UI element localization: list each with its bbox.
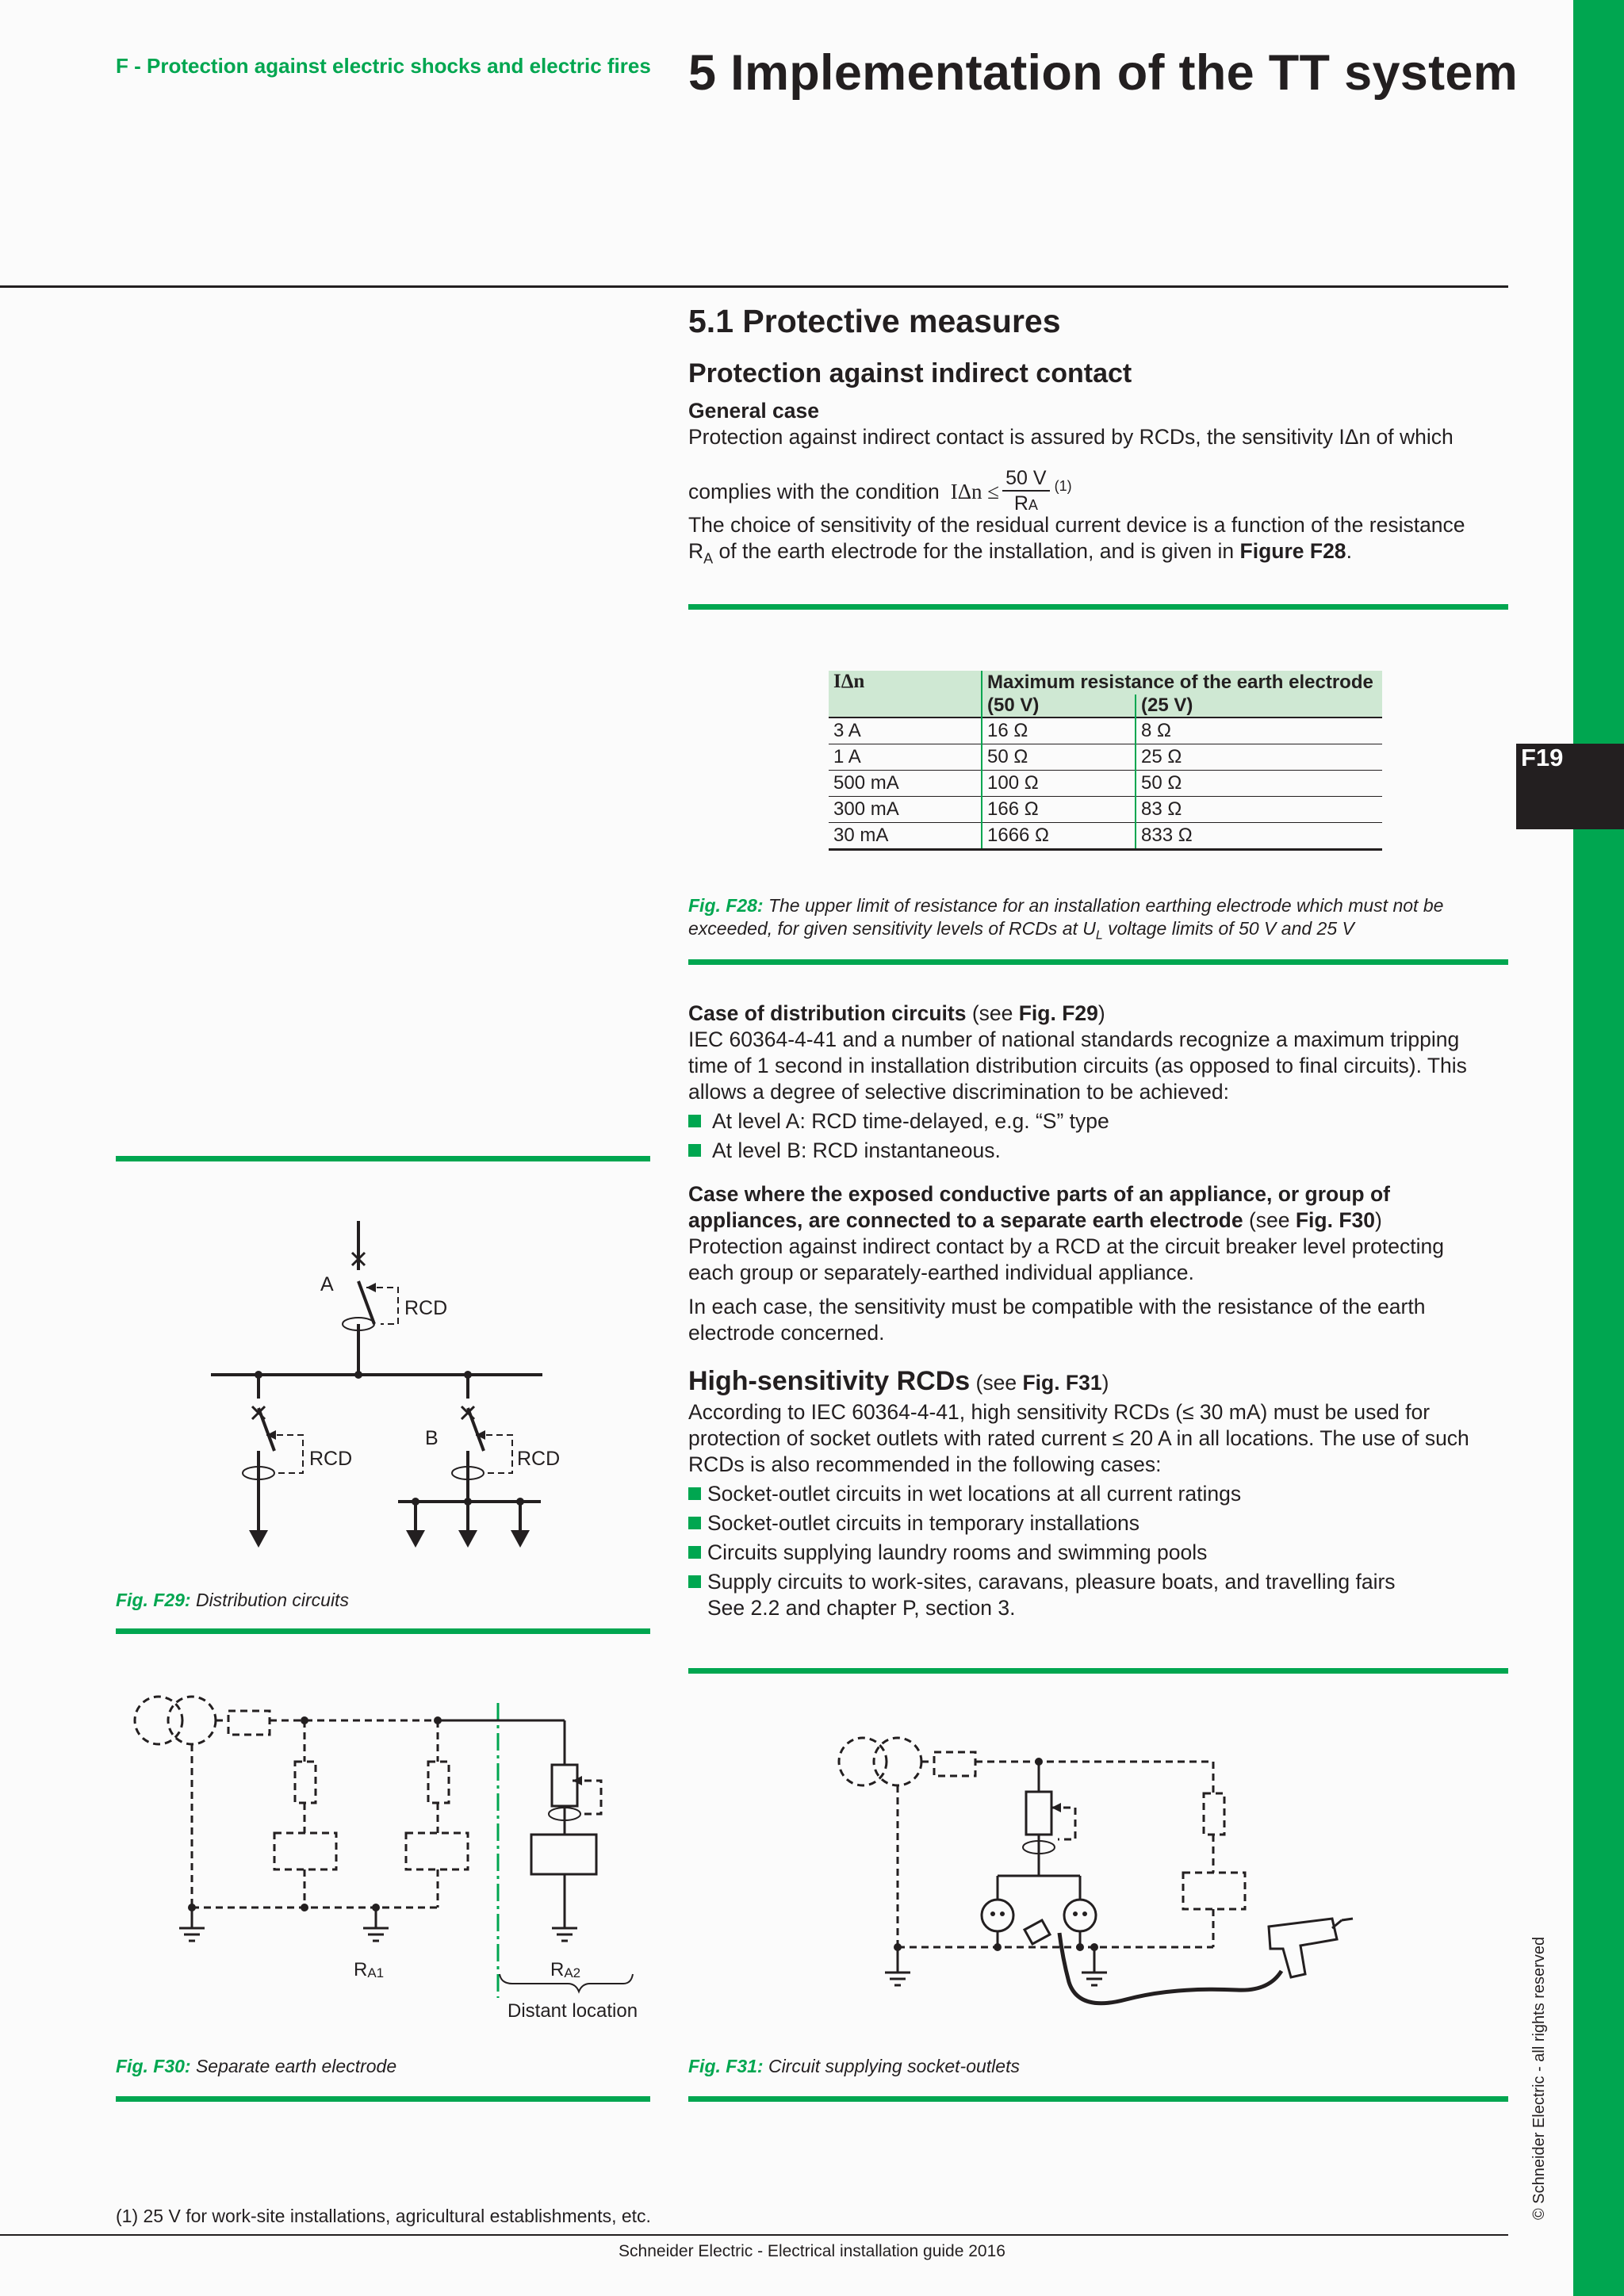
col-header-idn: IΔn (829, 671, 982, 718)
choice-text: The choice of sensitivity of the residual current device is a function of the resistance $R_A$ of the earth electrode for the installation, and is given in Figure F28. (688, 513, 1465, 567)
bullet-icon (688, 1115, 701, 1127)
rcd-label: RCD (517, 1448, 561, 1470)
section-title: 5.1 Protective measures (688, 303, 1061, 339)
formula-fraction (1002, 466, 1049, 517)
section-subtitle: Protection against indirect contact (688, 358, 1132, 388)
general-case-block (688, 398, 1513, 450)
table-cell: 3 A (829, 718, 982, 744)
condition-line (688, 466, 1072, 517)
table-row (829, 771, 1382, 797)
fig-f30-caption: Fig. F30: Separate earth electrode (116, 2056, 397, 2076)
table-cell: 30 mA (829, 823, 982, 850)
list-item: Supply circuits to work-sites, caravans, pleasure boats, and travelling fairs (688, 1569, 1513, 1595)
table-cell: 16 Ω (982, 718, 1136, 744)
list-item: At level A: RCD time-delayed, e.g. “S” type (688, 1108, 1513, 1135)
distribution-section: Case of distribution circuits (see Fig. F29) IEC 60364-4-41 and a number of national standards recognize a maximum tripping time of 1 second in installation distribution circuits (as opposed to final circuits). This allows a degree of selective discrimination to be achieved: At level A: RCD time-delayed, e.g. “S” type At level B: RCD instantaneous. (688, 1001, 1513, 1164)
table-cell: 166 Ω (982, 797, 1136, 823)
fig-f29-caption: Fig. F29: Distribution circuits (116, 1590, 349, 1610)
table-cell: 83 Ω (1141, 798, 1182, 820)
sidebar-band (1573, 0, 1624, 2296)
table-row (829, 797, 1382, 823)
table-f28 (829, 671, 1382, 851)
sub-header-50v: (50 V) (982, 695, 1136, 718)
footer-rule (0, 2234, 1508, 2236)
table-row (829, 718, 1382, 744)
table-cell: 300 mA (829, 797, 982, 823)
distribution-heading: Case of distribution circuits (688, 1001, 967, 1025)
fig-f29-diagram (116, 1205, 650, 1562)
table-cell: 1666 Ω (982, 823, 1136, 850)
table-cell: 100 Ω (982, 771, 1136, 797)
bullet-icon (688, 1487, 701, 1500)
distant-location-label: Distant location (508, 2000, 638, 2022)
condition-text: complies with the condition (688, 479, 940, 503)
level-b-label: B (425, 1427, 439, 1449)
fig-f28-caption: Fig. F28: The upper limit of resistance for an installation earthing electrode which must not be exceeded, for given sensitivity levels of RCDs at $U_L$ voltage limits of 50 V and 25 V (688, 895, 1444, 943)
table-body (829, 718, 1382, 850)
sub-header-25v: (25 V) (1141, 695, 1193, 716)
list-item: At level B: RCD instantaneous. (688, 1138, 1513, 1164)
list-item: Circuits supplying laundry rooms and swimming pools (688, 1540, 1513, 1566)
table-row (829, 744, 1382, 771)
formula-denominator: RA (1013, 492, 1038, 515)
bullet-icon (688, 1517, 701, 1529)
table-header-row (829, 671, 1382, 695)
divider-f28-top (688, 604, 1508, 610)
table-row (829, 823, 1382, 850)
separate-electrode-section: Case where the exposed conductive parts of an appliance, or group of appliances, are connected to a separate earth electrode (see Fig. F30) Protection against indirect contact by a RCD at the circuit breaker level protecting each group or separately-earthed individual appliance. In each case, the sensitivity must be compatible with the resistance of the earth electrode concerned. (688, 1182, 1444, 1345)
chapter-title: 5 Implementation of the TT system (688, 45, 1519, 101)
footer-text: Schneider Electric - Electrical installation guide 2016 (619, 2242, 1005, 2260)
high-sensitivity-section: High-sensitivity RCDs (see Fig. F31) According to IEC 60364-4-41, high sensitivity RCDs (≤ 30 mA) must be used for protection of socket outlets with rated current ≤ 20 A in all locations. The use of such RCDs is also recommended in the following cases: Socket-outlet circuits in wet locations at all current ratings Socket-outlet circuits in temporary installations Circuits supplying laundry rooms and swimming pools Supply circuits to work-sites, caravans, pleasure boats, and travelling fairs See 2.2 and chapter P, section 3. (688, 1368, 1513, 1621)
bullet-icon (688, 1144, 701, 1157)
table-cell: 50 Ω (982, 744, 1136, 771)
ra2-label: RA2 (550, 1959, 581, 1980)
table-cell: 25 Ω (1141, 746, 1182, 767)
sensitivity-table (829, 671, 1382, 851)
fig-f31-caption: Fig. F31: Circuit supplying socket-outlets (688, 2056, 1020, 2076)
table-cell: 1 A (829, 744, 982, 771)
list-item: Socket-outlet circuits in wet locations at all current ratings (688, 1481, 1513, 1507)
general-case-text: Protection against indirect contact is assured by RCDs, the sensitivity IΔn of which (688, 425, 1454, 449)
divider-f29-bottom (116, 1628, 650, 1634)
section-label: F - Protection against electric shocks and electric fires (116, 54, 651, 78)
ra1-label: RA1 (354, 1959, 385, 1980)
formula-note: (1) (1054, 477, 1072, 494)
bullet-icon (688, 1546, 701, 1559)
rcd-label: RCD (309, 1448, 353, 1470)
formula-numerator: 50 V (1002, 466, 1049, 492)
divider-f28-bottom (688, 959, 1508, 965)
page-number-tab (1516, 744, 1624, 829)
table-cell: 833 Ω (1141, 825, 1193, 846)
rcd-label: RCD (404, 1297, 448, 1319)
bullet-icon (688, 1575, 701, 1588)
formula-lhs: IΔn ≤ (950, 479, 1000, 503)
list-item: Socket-outlet circuits in temporary installations (688, 1510, 1513, 1536)
table-cell: 50 Ω (1141, 772, 1182, 794)
high-sensitivity-heading: High-sensitivity RCDs (688, 1366, 971, 1396)
footnote: (1) 25 V for work-site installations, agricultural establishments, etc. (116, 2206, 651, 2226)
general-case-heading: General case (688, 399, 820, 423)
fig-f30-diagram (116, 1681, 650, 2030)
header-rule (0, 285, 1508, 288)
divider-f31-bottom (688, 2096, 1508, 2102)
fig-f31-diagram (825, 1720, 1380, 2022)
page-number: F19 (1521, 744, 1564, 771)
divider-f30-bottom (116, 2096, 650, 2102)
table-cell: 500 mA (829, 771, 982, 797)
table-cell: 8 Ω (1141, 720, 1171, 741)
copyright-notice: © Schneider Electric - all rights reserved (1530, 1936, 1548, 2220)
col-header-max-resistance: Maximum resistance of the earth electrode (987, 672, 1373, 693)
divider-f31-top (688, 1668, 1508, 1674)
level-a-label: A (320, 1273, 334, 1295)
divider-f29-top (116, 1156, 650, 1161)
